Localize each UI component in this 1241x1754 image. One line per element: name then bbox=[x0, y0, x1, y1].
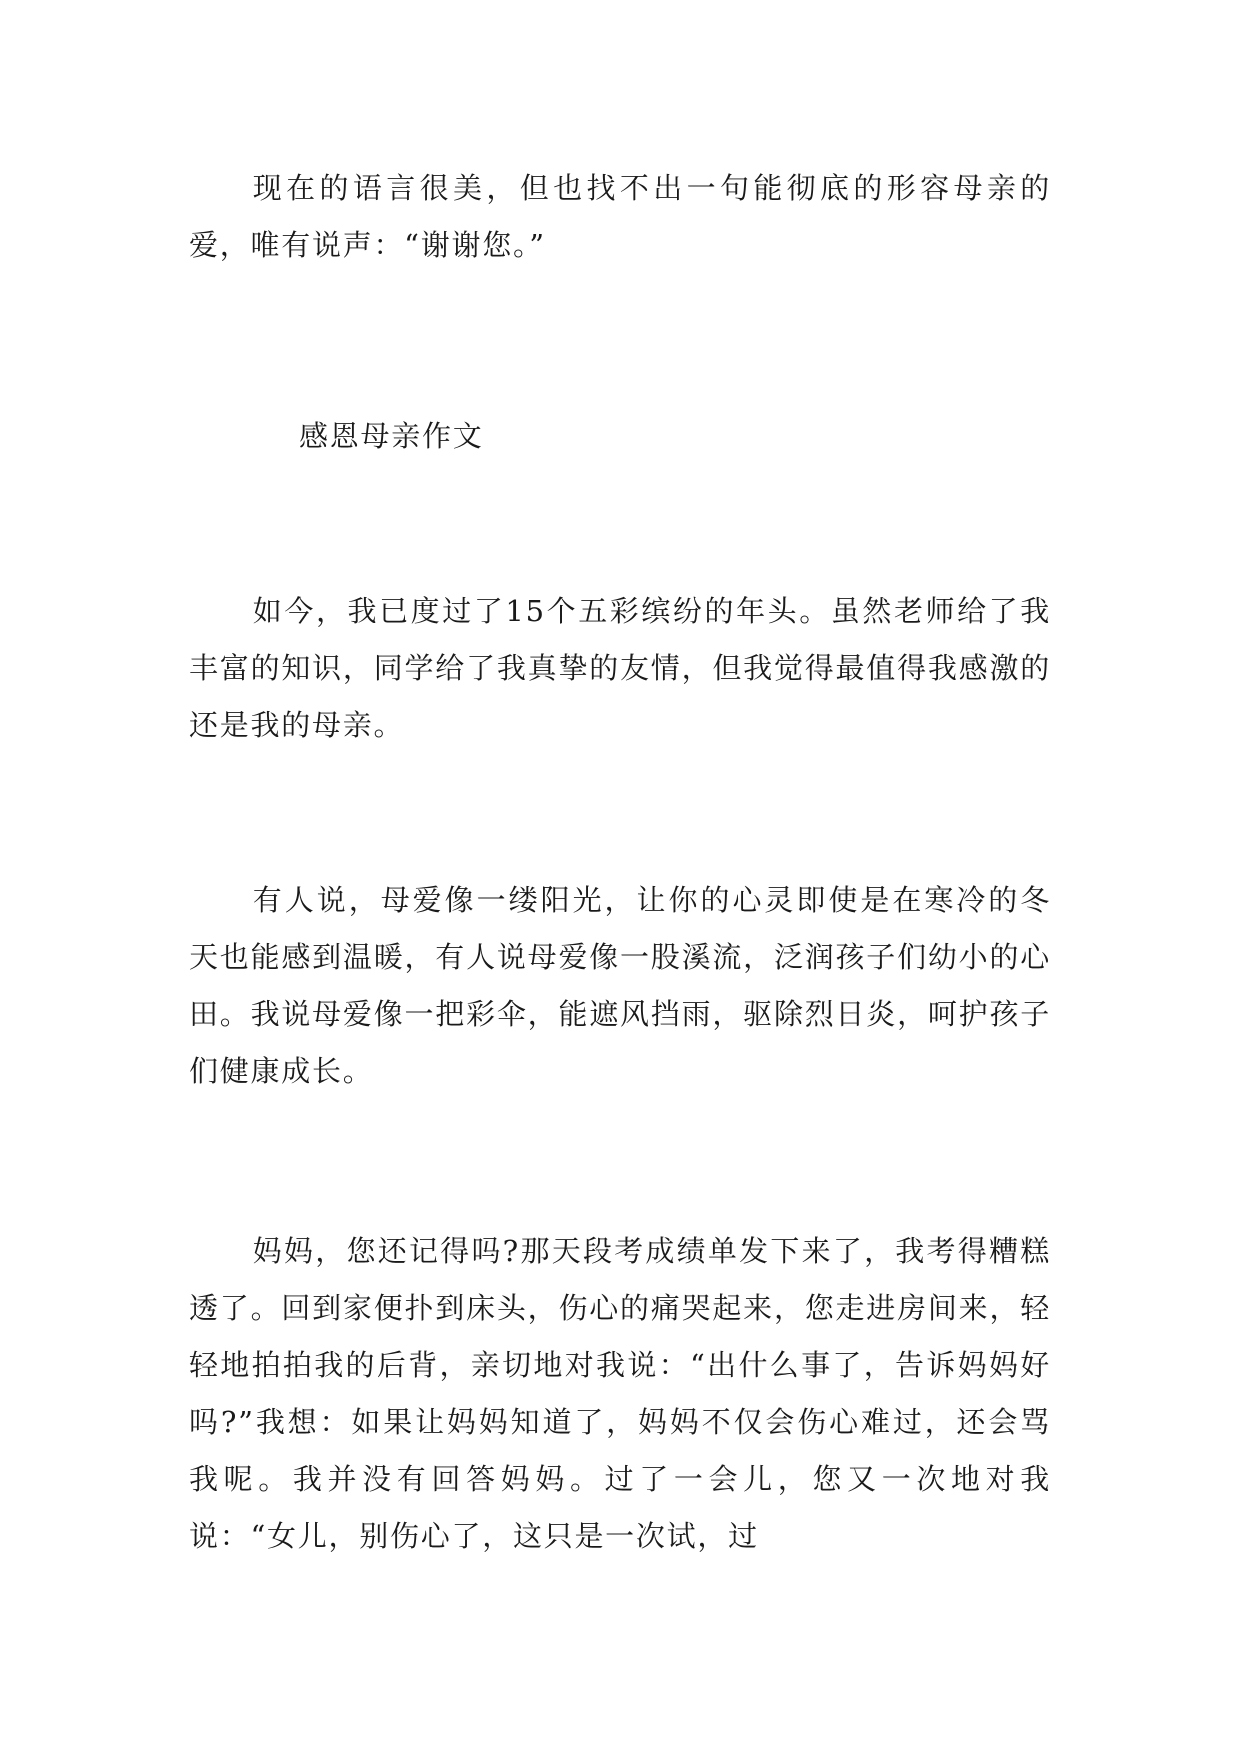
paragraph-intro: 如今，我已度过了15个五彩缤纷的年头。虽然老师给了我丰富的知识，同学给了我真挚的友情，但我觉得最值得我感激的还是我的母亲。 bbox=[189, 594, 1051, 742]
paragraph-memory: 妈妈，您还记得吗?那天段考成绩单发下来了，我考得糟糕透了。回到家便扑到床头，伤心的痛哭起来，您走进房间来，轻轻地拍拍我的后背，亲切地对我说：“出什么事了，告诉妈妈好吗?”我想：如果让妈妈知道了，妈妈不仅会伤心难过，还会骂我呢。我并没有回答妈妈。过了一会儿，您又一次地对我说：“女儿，别伤心了，这只是一次试，过 bbox=[189, 1234, 1051, 1553]
paragraph-metaphor: 有人说，母爱像一缕阳光，让你的心灵即使是在寒冷的冬天也能感到温暖，有人说母爱像一股溪流，泛润孩子们幼小的心田。我说母爱像一把彩伞，能遮风挡雨，驱除烈日炎，呵护孩子们健康成长。 bbox=[189, 883, 1051, 1088]
paragraph-gap bbox=[189, 754, 1051, 872]
essay-title: 感恩母亲作文 bbox=[299, 419, 484, 453]
paragraph-gap bbox=[189, 274, 1051, 408]
document-body bbox=[189, 160, 1051, 1565]
paragraph-gap bbox=[189, 465, 1051, 583]
paragraph-closing: 现在的语言很美，但也找不出一句能彻底的形容母亲的爱，唯有说声：“谢谢您。” bbox=[189, 171, 1051, 262]
paragraph-gap bbox=[189, 1100, 1051, 1223]
